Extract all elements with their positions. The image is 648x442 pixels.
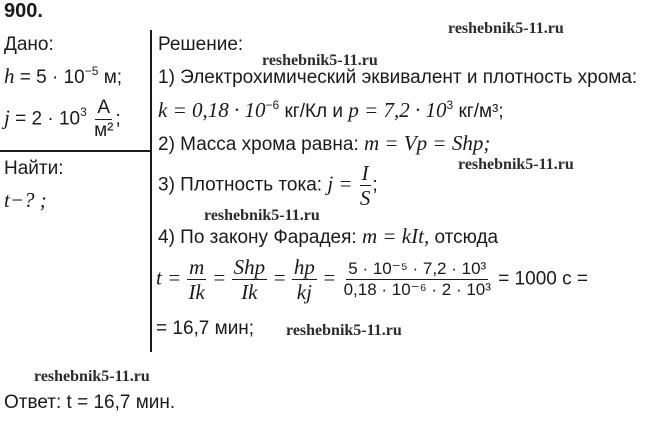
result-seconds: = 1000 с =	[498, 268, 588, 290]
solution-step1: 1) Электрохимический эквивалент и плотность хрома:	[158, 67, 638, 88]
step4-formula: m = kIt,	[361, 224, 430, 248]
step4-text: 4) По закону Фарадея:	[158, 227, 362, 248]
j-exponent: 3	[80, 105, 87, 120]
watermark: reshebnik5-11.ru	[286, 322, 402, 339]
k-equation: k = 0,18 · 10	[158, 98, 266, 122]
frac-m-ik	[187, 256, 207, 303]
h-value: = 5 · 10	[19, 67, 85, 88]
eq2: =	[272, 265, 287, 290]
k-exponent: −6	[265, 98, 280, 112]
k-unit: кг/Кл и	[279, 101, 349, 122]
given-h	[4, 64, 122, 89]
watermark: reshebnik5-11.ru	[204, 207, 320, 224]
step2-text: 2) Масса хрома равна:	[158, 134, 365, 155]
frac2-den: Ik	[241, 280, 258, 305]
solution-constants	[158, 98, 504, 123]
frac3-num: hp	[293, 255, 315, 279]
j-unit-den: м²	[94, 119, 114, 141]
step3-lhs: j =	[327, 171, 358, 196]
watermark: reshebnik5-11.ru	[448, 20, 564, 37]
step4-tail: отсюда	[429, 227, 499, 248]
final-result: = 16,7 мин;	[156, 318, 255, 339]
given-j	[4, 98, 121, 141]
problem-number: 900.	[4, 0, 43, 22]
watermark: reshebnik5-11.ru	[458, 156, 574, 173]
final-derivation	[156, 256, 588, 303]
step3-text: 3) Плотность тока:	[158, 174, 328, 196]
step3-num: I	[361, 161, 369, 185]
eq3: =	[322, 265, 337, 290]
frac1-num: m	[189, 255, 205, 279]
final-t: t =	[156, 265, 182, 290]
column-divider	[150, 30, 152, 352]
frac3-den: kj	[296, 280, 312, 305]
watermark: reshebnik5-11.ru	[34, 368, 150, 385]
h-unit: м;	[98, 67, 123, 88]
frac-shp-ik	[232, 256, 268, 303]
watermark: reshebnik5-11.ru	[262, 52, 378, 69]
given-divider	[0, 150, 151, 152]
frac-numeric	[342, 260, 493, 299]
rho-unit: кг/м³;	[453, 101, 504, 122]
solution-step2	[158, 131, 490, 156]
h-exponent: −5	[84, 64, 99, 78]
solution-step4	[158, 224, 498, 249]
rho-exponent: 3	[446, 98, 454, 112]
find-item: t−? ;	[4, 188, 47, 212]
solution-label: Решение:	[158, 34, 244, 55]
answer: Ответ: t = 16,7 мин.	[4, 392, 176, 413]
step3-den: S	[359, 186, 371, 211]
find-label: Найти:	[4, 158, 64, 179]
eq1: =	[212, 265, 227, 290]
j-tail: ;	[115, 108, 121, 130]
step3-tail: ;	[372, 174, 378, 196]
frac4-den: 0,18 · 10⁻⁶ · 2 · 10³	[343, 280, 491, 300]
h-symbol: h	[4, 64, 15, 88]
j-symbol: j	[4, 105, 10, 130]
frac4-num: 5 · 10⁻⁵ · 7,2 · 10³	[348, 259, 487, 279]
rho-equation: p = 7,2 · 10	[348, 98, 447, 122]
frac2-num: Shp	[233, 255, 266, 279]
j-unit-fraction	[92, 98, 115, 141]
j-unit-num: А	[97, 97, 111, 118]
frac-hp-kj	[292, 256, 317, 303]
frac1-den: Ik	[188, 280, 205, 305]
step3-fraction	[358, 162, 373, 209]
solution-step3	[158, 162, 378, 209]
j-value: = 2 · 10	[15, 108, 81, 130]
given-label: Дано:	[4, 34, 54, 55]
step2-formula: m = Vp = Shp;	[364, 131, 491, 155]
